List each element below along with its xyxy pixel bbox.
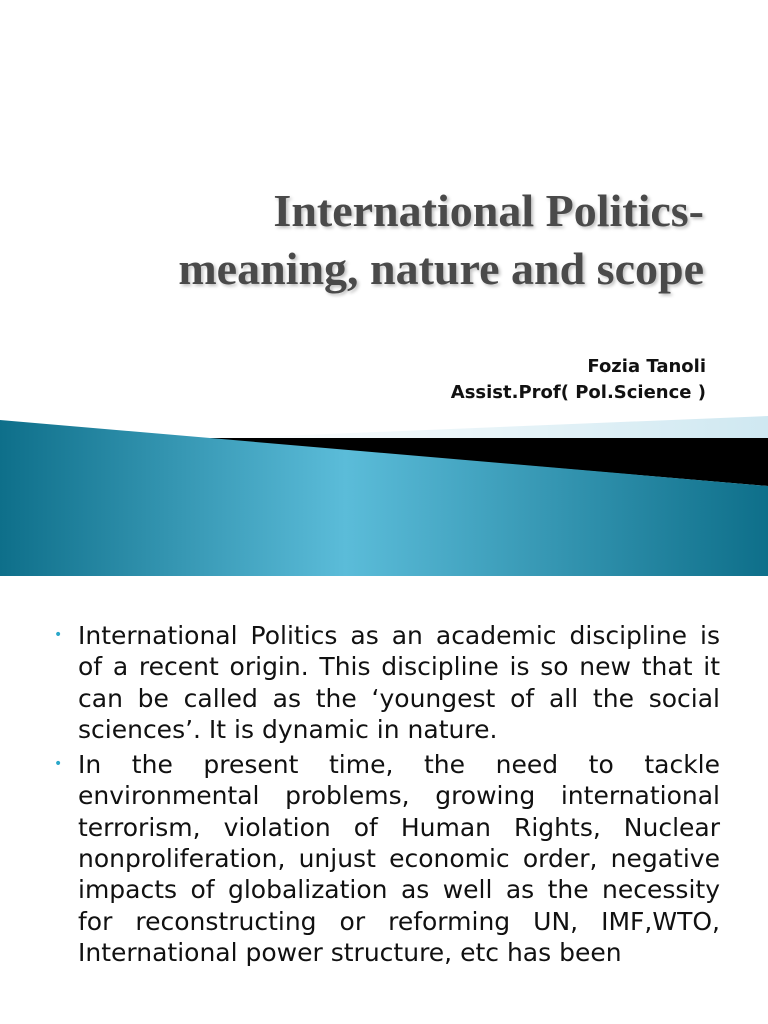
bullet-text: In the present time, the need to tackle environmental problems, growing international terrorism, violation of Human Rights, Nuclear nonproliferation, unjust economic order, negative impacts of globalization as well as the necessity for reconstructing or reforming UN, IMF,WTO, International power structure, etc has been [78, 750, 720, 967]
author-block [451, 354, 706, 406]
bullet-list [52, 620, 720, 972]
author-title: Assist.Prof( Pol.Science ) [450, 382, 706, 403]
slide-title [64, 182, 704, 298]
bullet-text: International Politics as an academic discipline is of a recent origin. This discipline is so new that it can be called as the ‘youngest of all the social sciences’. It is dynamic in nature. [78, 621, 720, 744]
author-name: Fozia Tanoli [587, 356, 706, 377]
title-line-2: meaning, nature and scope [178, 243, 704, 294]
decorative-wave-band [0, 410, 768, 576]
bullet-item [52, 749, 720, 968]
title-line-1: International Politics- [273, 185, 704, 236]
bullet-dot-icon: • [54, 627, 63, 643]
bullet-dot-icon: • [54, 756, 63, 773]
bullet-item [52, 620, 720, 745]
content-slide [0, 576, 768, 1024]
